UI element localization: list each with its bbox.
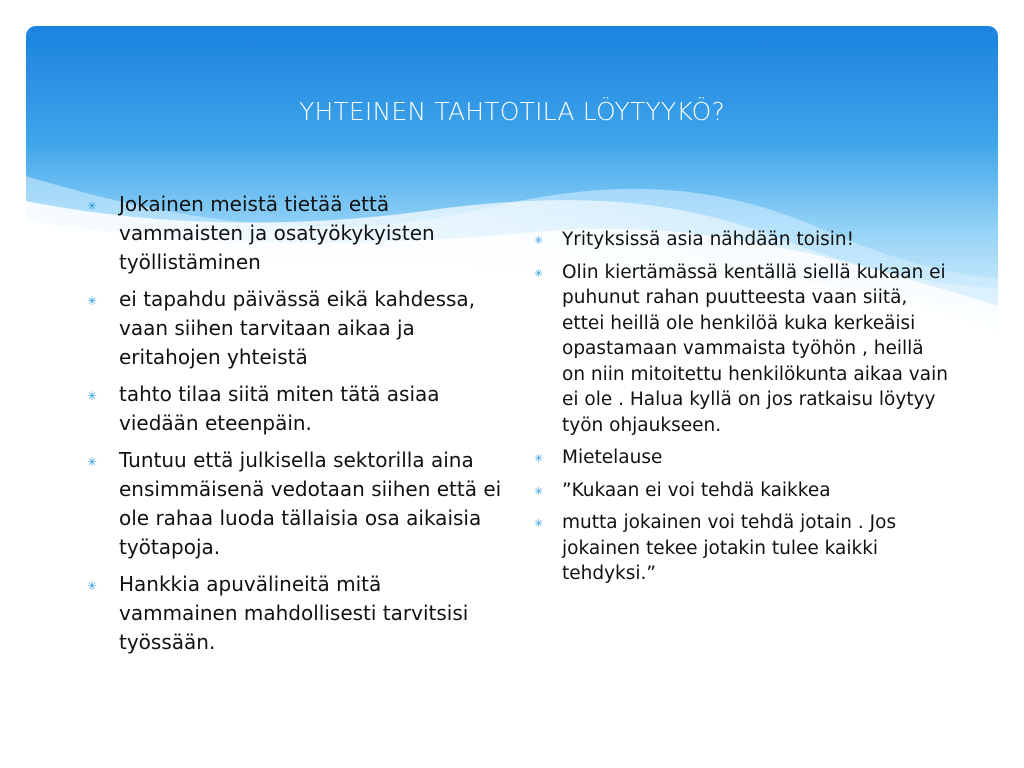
list-item: ✳ Mietelause [532,445,952,471]
list-item: ✳ Jokainen meistä tietää että vammaisten ja osatyökykyisten työllistäminen [84,190,504,277]
left-bullet-list [84,190,504,665]
list-item: ✳ mutta jokainen voi tehdä jotain . Jos jokainen tekee jotakin tulee kaikki tehdyksi.” [532,510,952,587]
list-item: ✳ ”Kukaan ei voi tehdä kaikkea [532,478,952,504]
list-item: ✳ Olin kiertämässä kentällä siellä kukaan ei puhunut rahan puutteesta vaan siitä, ettei heillä ole henkilöä kuka kerkeäisi opastamaan vammaista työhön , heillä on niin mitoitettu henkilökunta aikaa vain ei ole . Halua kyllä on jos ratkaisu löytyy työn ohjaukseen. [532,260,952,439]
list-item: ✳ Hankkia apuvälineitä mitä vammainen mahdollisesti tarvitsisi työssään. [84,570,504,657]
list-item: ✳ Tuntuu että julkisella sektorilla aina ensimmäisenä vedotaan siihen että ei ole rahaa luoda tällaisia osa aikaisia työtapoja. [84,446,504,562]
list-item: ✳ tahto tilaa siitä miten tätä asiaa viedään eteenpäin. [84,380,504,438]
slide-title: YHTEINEN TAHTOTILA LÖYTYYKÖ? [298,97,726,126]
list-item: ✳ Yrityksissä asia nähdään toisin! [532,227,952,253]
list-item: ✳ ei tapahdu päivässä eikä kahdessa, vaan siihen tarvitaan aikaa ja eritahojen yhteistä [84,285,504,372]
right-bullet-list [532,227,952,594]
